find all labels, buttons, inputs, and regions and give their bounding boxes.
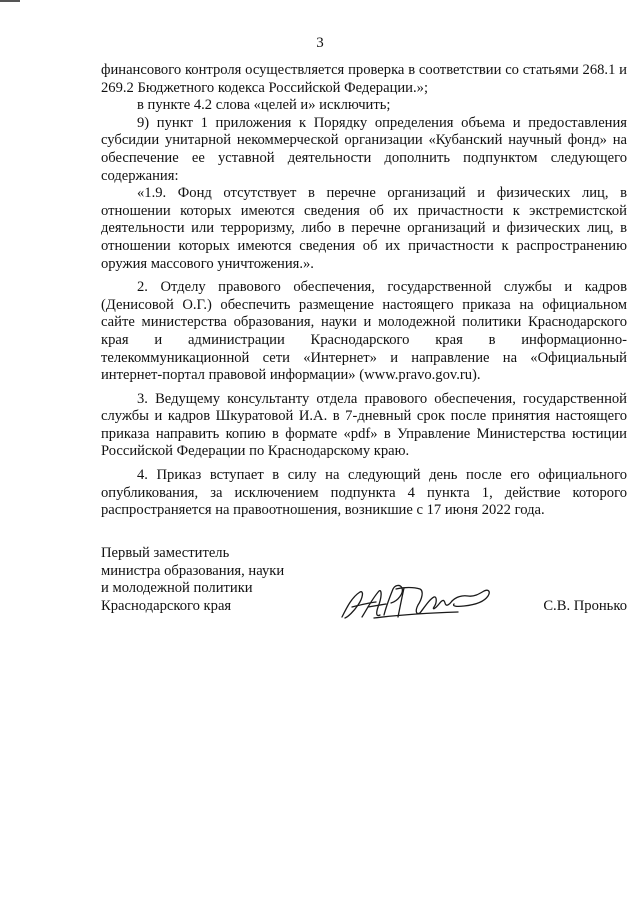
signatory-title	[101, 545, 331, 615]
scan-corner-mark	[0, 0, 20, 2]
signature-block	[101, 545, 627, 645]
paragraph-point-4: 4. Приказ вступает в силу на следующий день после его официального опубликования, за исключением подпункта 4 пункта 1, действие которого распространяется на правоотношения, возникшие с 17 июня 2022 года.	[101, 467, 627, 519]
signatory-title-line: Первый заместитель	[101, 545, 230, 561]
paragraph-item-9: 9) пункт 1 приложения к Порядку определения объема и предоставления субсидии унитарной некоммерческой организации «Кубанский научный фонд» на обеспечение ее уставной деятельности дополнить подпунктом следующего содержания:	[101, 114, 627, 184]
paragraph-point-2: 2. Отделу правового обеспечения, государственной службы и кадров (Денисовой О.Г.) обеспечить размещение настоящего приказа на официальном сайте министерства образования, науки и молодежной политики Краснодарского края и администрации Краснодарского края в информационно-телекоммуникационной сети «Интернет» и направление на «Официальный интернет-портал правовой информации» (www.pravo.gov.ru).	[101, 279, 627, 384]
signatory-title-line: и молодежной политики	[101, 580, 253, 597]
document-body	[101, 62, 627, 520]
signatory-title-line: Краснодарского края	[101, 597, 232, 614]
signatory-name: С.В. Пронько	[543, 598, 627, 614]
signatory-title-line: министра образования, науки	[101, 562, 285, 579]
paragraph-subitem-1-9: «1.9. Фонд отсутствует в перечне организаций и физических лиц, в отношении которых имеются сведения об их причастности к экстремистской деятельности или терроризму, либо в перечне организаций и физических лиц, в отношении которых имеются сведения об их причастности к распространению оружия массового уничтожения.».	[101, 185, 627, 272]
paragraph-item-4-2: в пункте 4.2 слова «целей и» исключить;	[137, 97, 391, 114]
paragraph-point-3: 3. Ведущему консультанту отдела правового обеспечения, государственной службы и кадров Шкуратовой И.А. в 7-дневный срок после принятия настоящего приказа направить копию в формате «pdf» в Управление Министерства юстиции Российской Федерации по Краснодарскому краю.	[101, 390, 627, 460]
handwritten-signature-icon	[338, 577, 496, 627]
page-number: 3	[316, 35, 324, 51]
paragraph-continuation: финансового контроля осуществляется проверка в соответствии со статьями 268.1 и 269.2 Бюджетного кодекса Российской Федерации.»;	[101, 62, 627, 96]
